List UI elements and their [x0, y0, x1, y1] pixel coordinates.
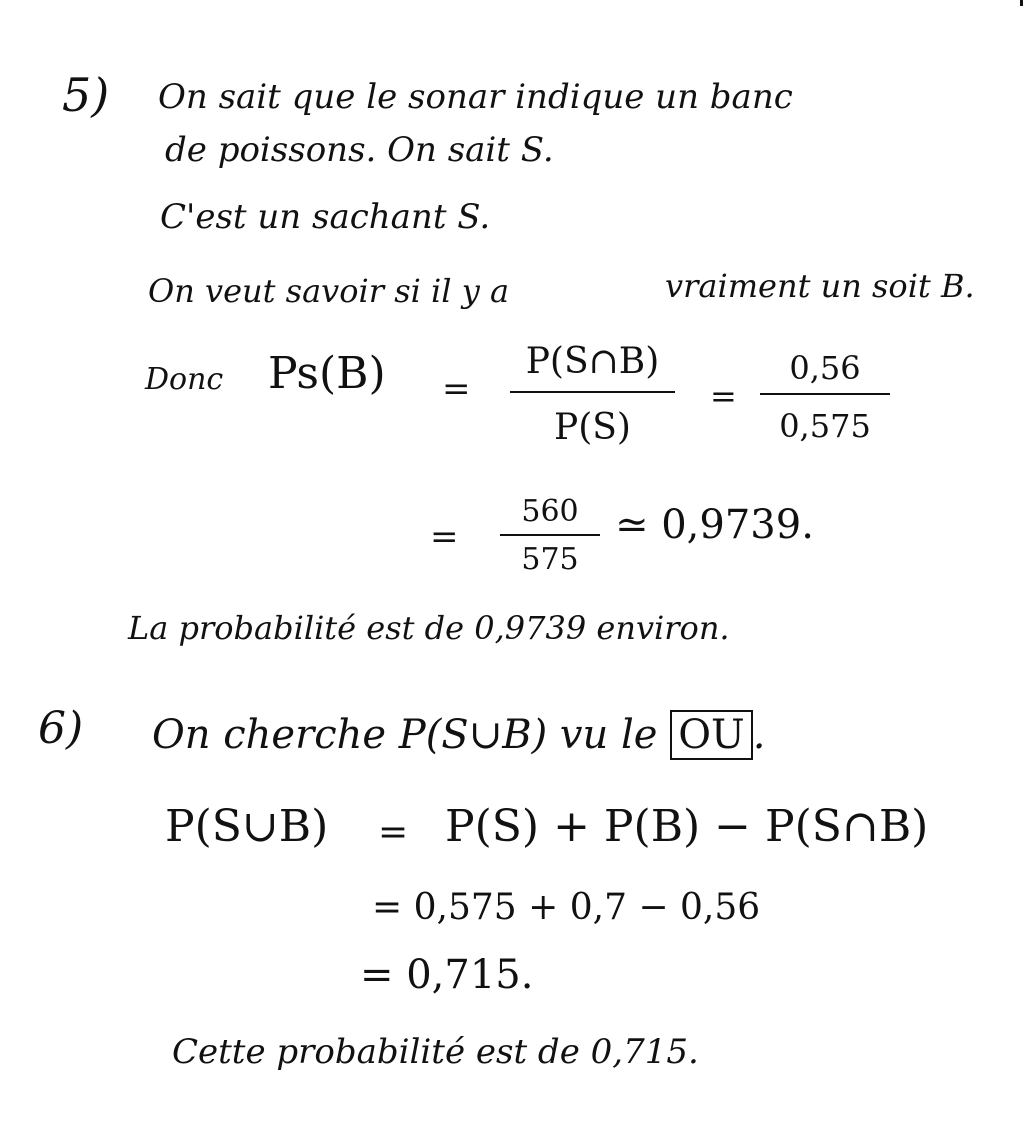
q5-fraction-1: [510, 335, 675, 448]
q6-line-1-text: On cherche P(S∪B) vu le: [152, 712, 658, 758]
q6-boxed-ou: OU: [670, 710, 753, 760]
q5-equals-1: =: [442, 369, 471, 409]
q6-formula-lhs: P(S∪B): [165, 801, 329, 852]
q5-approx-result: ≃ 0,9739.: [615, 502, 814, 548]
q5-fraction-2-denominator: 0,575: [779, 407, 871, 445]
q6-line-3: = 0,575 + 0,7 − 0,56: [372, 887, 761, 928]
q5-equals-2: =: [710, 377, 737, 415]
q5-equals-3: =: [430, 517, 459, 557]
edge-mark: [1020, 0, 1023, 6]
q5-fraction-1-numerator: P(S∩B): [525, 341, 660, 382]
q6-formula-equals: =: [378, 812, 409, 853]
q5-fraction-3-denominator: 575: [521, 542, 579, 577]
q6-line-4: = 0,715.: [360, 952, 534, 998]
q5-fraction-1-denominator: P(S): [554, 407, 631, 448]
q5-fraction-3-numerator: 560: [521, 494, 579, 529]
q5-fraction-3: [500, 492, 600, 577]
q5-line-1: On sait que le sonar indique un banc: [158, 77, 793, 117]
q5-line-4a: On veut savoir si il y a: [148, 272, 510, 310]
q5-conclusion: La probabilité est de 0,9739 environ.: [128, 609, 730, 647]
q5-line-3: C'est un sachant S.: [160, 197, 491, 237]
q5-line-2: de poissons. On sait S.: [165, 130, 554, 170]
q5-line-4b: vraiment un soit B.: [665, 267, 975, 305]
q5-donc-label: Donc: [145, 362, 224, 397]
q5-fraction-2-bar: [760, 393, 890, 395]
q6-conclusion: Cette probabilité est de 0,715.: [172, 1032, 699, 1072]
question-6-number: 6): [38, 703, 84, 754]
q5-fraction-3-bar: [500, 534, 600, 536]
q6-line-1: [152, 712, 766, 758]
q5-fraction-2-numerator: 0,56: [789, 349, 861, 387]
q5-fraction-1-bar: [510, 391, 675, 393]
q6-formula-rhs: P(S) + P(B) − P(S∩B): [445, 801, 929, 852]
q5-fraction-2: [760, 345, 890, 445]
q6-line-1-end: .: [752, 712, 766, 758]
question-5-number: 5): [62, 68, 110, 122]
q5-ps-b: Ps(B): [268, 348, 386, 399]
